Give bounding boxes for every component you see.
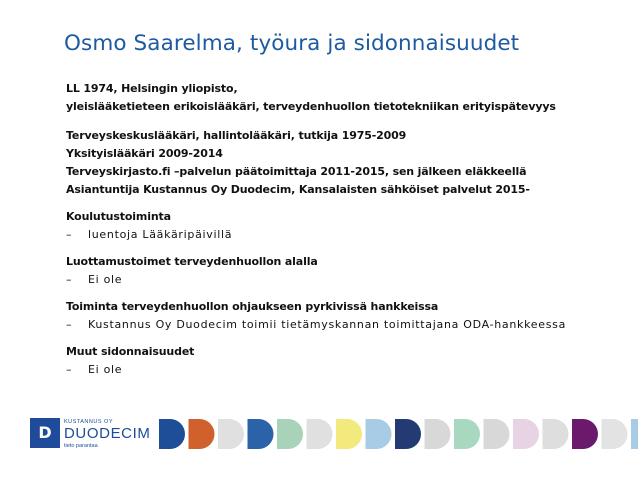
section-item-positions — [66, 271, 626, 289]
section-heading-other: Muut sidonnaisuudet — [66, 345, 195, 358]
slide-content — [66, 80, 626, 379]
d-shape-17 — [631, 419, 638, 449]
d-shape-14 — [543, 419, 569, 449]
section-item-text: luentoja Lääkäripäivillä — [88, 228, 233, 241]
logo-tagline: tieto parantaa — [64, 443, 98, 449]
section-item-teaching — [66, 226, 626, 244]
section-item-steering — [66, 316, 626, 334]
education-line-2: yleislääketieteen erikoislääkäri, terveydenhuollon tietotekniikan erityispätevyys — [66, 100, 556, 113]
section-heading-positions: Luottamustoimet terveydenhuollon alalla — [66, 255, 318, 268]
d-shape-9 — [395, 419, 421, 449]
d-shape-8 — [366, 419, 392, 449]
section-heading-teaching: Koulutustoiminta — [66, 210, 171, 223]
bullet-dash: – — [66, 228, 73, 241]
d-shape-11 — [454, 419, 480, 449]
logo-small-text: KUSTANNUS OY — [64, 419, 113, 425]
decorative-d-shapes — [159, 417, 638, 451]
section-heading-steering: Toiminta terveydenhuollon ohjaukseen pyrkivissä hankkeissa — [66, 300, 439, 313]
section-item-text: Kustannus Oy Duodecim toimii tietämyskannan toimittajana ODA-hankkeessa — [88, 318, 567, 331]
career-line-3: Terveyskirjasto.fi –palvelun päätoimittaja 2011-2015, sen jälkeen eläkkeellä — [66, 165, 527, 178]
bullet-dash: – — [66, 318, 73, 331]
section-item-text: Ei ole — [88, 273, 123, 286]
career-line-2: Yksityislääkäri 2009-2014 — [66, 147, 223, 160]
d-shape-15 — [572, 419, 598, 449]
section-item-other — [66, 361, 626, 379]
d-shape-2 — [189, 419, 215, 449]
d-shape-12 — [484, 419, 510, 449]
bullet-dash: – — [66, 273, 73, 286]
bullet-dash: – — [66, 363, 73, 376]
d-shape-13 — [513, 419, 539, 449]
d-shape-4 — [248, 419, 274, 449]
slide-title: Osmo Saarelma, työura ja sidonnaisuudet — [64, 31, 520, 56]
d-shape-6 — [307, 419, 333, 449]
logo-mark: D — [30, 418, 60, 448]
d-shape-1 — [159, 419, 185, 449]
d-shape-3 — [218, 419, 244, 449]
career-line-4: Asiantuntija Kustannus Oy Duodecim, Kansalaisten sähköiset palvelut 2015- — [66, 183, 530, 196]
logo-name: DUODECIM — [64, 425, 151, 442]
d-shape-16 — [602, 419, 628, 449]
d-shape-5 — [277, 419, 303, 449]
duodecim-logo — [30, 418, 150, 450]
d-shape-7 — [336, 419, 362, 449]
career-line-1: Terveyskeskuslääkäri, hallintolääkäri, tutkija 1975-2009 — [66, 129, 407, 142]
education-line-1: LL 1974, Helsingin yliopisto, — [66, 82, 238, 95]
section-item-text: Ei ole — [88, 363, 123, 376]
d-shape-10 — [425, 419, 451, 449]
